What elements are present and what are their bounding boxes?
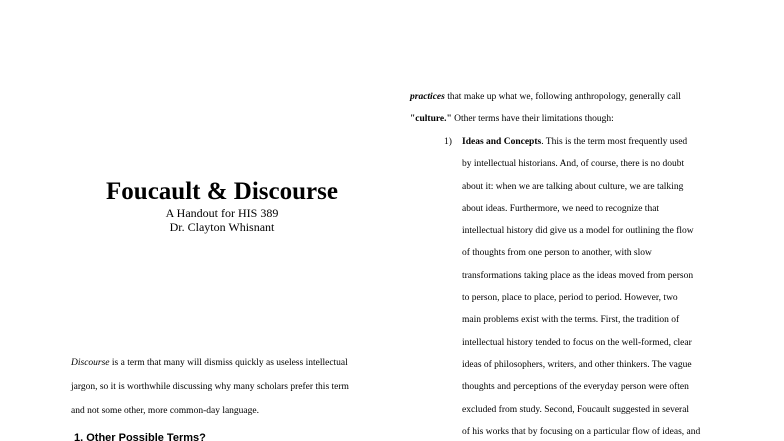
list-item-line: intellectual history tended to focus on the well-formed, clear	[462, 337, 692, 348]
intro-paragraph	[71, 351, 371, 423]
intro-term: Discourse	[71, 358, 110, 368]
section-heading: 1. Other Possible Terms?	[74, 432, 206, 441]
list-item-line: about ideas. Furthermore, we need to recognize that	[462, 203, 660, 214]
list-item-line: main problems exist with the terms. First, the tradition of	[462, 315, 680, 326]
list-item-line: about it: when we are talking about culture, we are talking	[462, 181, 684, 192]
continued-paragraph	[410, 86, 681, 131]
intro-line-1	[71, 351, 371, 375]
list-item-first-line	[462, 131, 700, 153]
list-item-number: 1)	[444, 137, 452, 147]
intro-line-3: and not some other, more common-day language.	[71, 406, 259, 416]
list-item-line: to person, place to place, period to period. However, two	[462, 293, 678, 304]
culture-quote: "culture."	[410, 114, 452, 125]
list-item-line: transformations taking place as the ideas moved from person	[462, 270, 694, 281]
list-item-line: of thoughts from one person to another, with slow	[462, 248, 652, 259]
list-item-line: ideas of philosophers, writers, and other thinkers. The vague	[462, 359, 692, 370]
author-line: Dr. Clayton Whisnant	[169, 220, 275, 234]
continued-line-1	[410, 86, 681, 108]
practices-term: practices	[410, 92, 445, 102]
list-item-line: excluded from study. Second, Foucault suggested in several	[462, 404, 690, 415]
list-item-line: thoughts and perceptions of the everyday person were often	[462, 382, 689, 393]
intro-line-1-rest: is a term that many will dismiss quickly as useless intellectual	[109, 358, 348, 368]
handout-course-line: A Handout for HIS 389	[165, 206, 279, 220]
list-item-heading-rest: . This is the term most frequently used	[541, 137, 688, 147]
continued-line-1-rest: that make up what we, following anthropology, generally call	[444, 92, 681, 102]
intro-line-2: jargon, so it is worthwhile discussing why many scholars prefer this term	[71, 382, 349, 392]
list-item-body	[462, 131, 700, 441]
list-item-line: by intellectual historians. And, of course, there is no doubt	[462, 159, 685, 170]
right-page	[392, 0, 784, 441]
list-item-heading: Ideas and Concepts	[462, 137, 542, 147]
document-title: Foucault & Discourse	[106, 178, 338, 205]
continued-line-2	[410, 108, 681, 130]
list-item-line: of his works that by focusing on a particular flow of ideas, and	[462, 426, 701, 437]
list-item-line: intellectual history did give us a model for outlining the flow	[462, 226, 694, 237]
continued-line-2-rest: Other terms have their limitations though:	[451, 114, 614, 125]
